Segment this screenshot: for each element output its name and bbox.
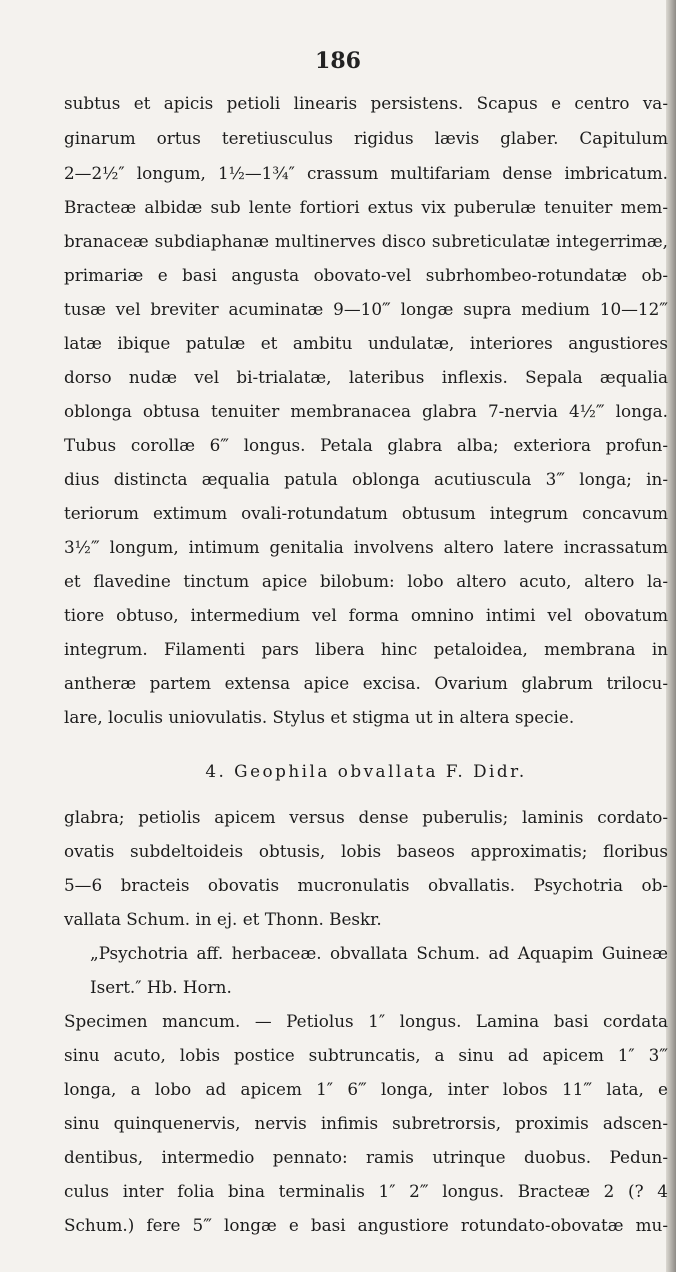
citation-line: Isert.″ Hb. Horn. — [90, 977, 232, 997]
text-line: culus inter folia bina terminalis 1″ 2‴ longus. Bracteæ 2 (? 4 — [64, 1181, 668, 1201]
text-line: lare, loculis uniovulatis. Stylus et stigma ut in altera specie. — [64, 707, 575, 727]
text-line: sinu quinquenervis, nervis infimis subretrorsis, proximis adscen- — [64, 1113, 668, 1133]
text-line: antheræ partem extensa apice excisa. Ovarium glabrum trilocu- — [64, 673, 668, 693]
text-line: ovatis subdeltoideis obtusis, lobis baseos approximatis; floribus — [64, 841, 668, 861]
text-line: sinu acuto, lobis postice subtruncatis, a sinu ad apicem 1″ 3‴ — [64, 1045, 668, 1065]
text-line: glabra; petiolis apicem versus dense puberulis; laminis cordato- — [64, 807, 668, 827]
text-line: integrum. Filamenti pars libera hinc petaloidea, membrana in — [64, 639, 668, 659]
text-line: primariæ e basi angusta obovato-vel subrhombeo-rotundatæ ob- — [64, 265, 668, 285]
text-line: dorso nudæ vel bi-trialatæ, lateribus inflexis. Sepala æqualia — [64, 367, 668, 387]
text-line: Specimen mancum. — Petiolus 1″ longus. Lamina basi cordata — [64, 1011, 668, 1031]
text-line: Bracteæ albidæ sub lente fortiori extus vix puberulæ tenuiter mem- — [64, 197, 668, 217]
citation-line: „Psychotria aff. herbaceæ. obvallata Schum. ad Aquapim Guineæ — [90, 943, 668, 963]
text-line: Tubus corollæ 6‴ longus. Petala glabra alba; exteriora profun- — [64, 435, 668, 455]
page-number: 186 — [315, 48, 361, 74]
text-line: longa, a lobo ad apicem 1″ 6‴ longa, inter lobos 11‴ lata, e — [64, 1079, 668, 1099]
text-line: ginarum ortus teretiusculus rigidus lævis glaber. Capitulum — [64, 128, 668, 148]
text-line: et flavedine tinctum apice bilobum: lobo altero acuto, altero la- — [64, 571, 668, 591]
text-line: 2—2½″ longum, 1½—1¾″ crassum multifariam dense imbricatum. — [64, 163, 668, 183]
species-heading: 4. Geophila obvallata F. Didr. — [205, 761, 527, 781]
text-line: subtus et apicis petioli linearis persistens. Scapus e centro va- — [64, 93, 668, 113]
text-line: 3½‴ longum, intimum genitalia involvens altero latere incrassatum — [64, 537, 668, 557]
text-line: tiore obtuso, intermedium vel forma omnino intimi vel obovatum — [64, 605, 668, 625]
text-line: latæ ibique patulæ et ambitu undulatæ, interiores angustiores — [64, 333, 668, 353]
text-line: dius distincta æqualia patula oblonga acutiuscula 3‴ longa; in- — [64, 469, 668, 489]
text-line: 5—6 bracteis obovatis mucronulatis obvallatis. Psychotria ob- — [64, 875, 668, 895]
text-line: oblonga obtusa tenuiter membranacea glabra 7-nervia 4½‴ longa. — [64, 401, 668, 421]
text-line: branaceæ subdiaphanæ multinerves disco subreticulatæ integerrimæ, — [64, 231, 668, 251]
text-line: teriorum extimum ovali-rotundatum obtusum integrum concavum — [64, 503, 668, 523]
text-line: dentibus, intermedio pennato: ramis utrinque duobus. Pedun- — [64, 1147, 668, 1167]
text-line: Schum.) fere 5‴ longæ e basi angustiore rotundato-obovatæ mu- — [64, 1215, 668, 1235]
text-line: vallata Schum. in ej. et Thonn. Beskr. — [64, 909, 382, 929]
text-line: tusæ vel breviter acuminatæ 9—10‴ longæ supra medium 10—12‴ — [64, 299, 668, 319]
